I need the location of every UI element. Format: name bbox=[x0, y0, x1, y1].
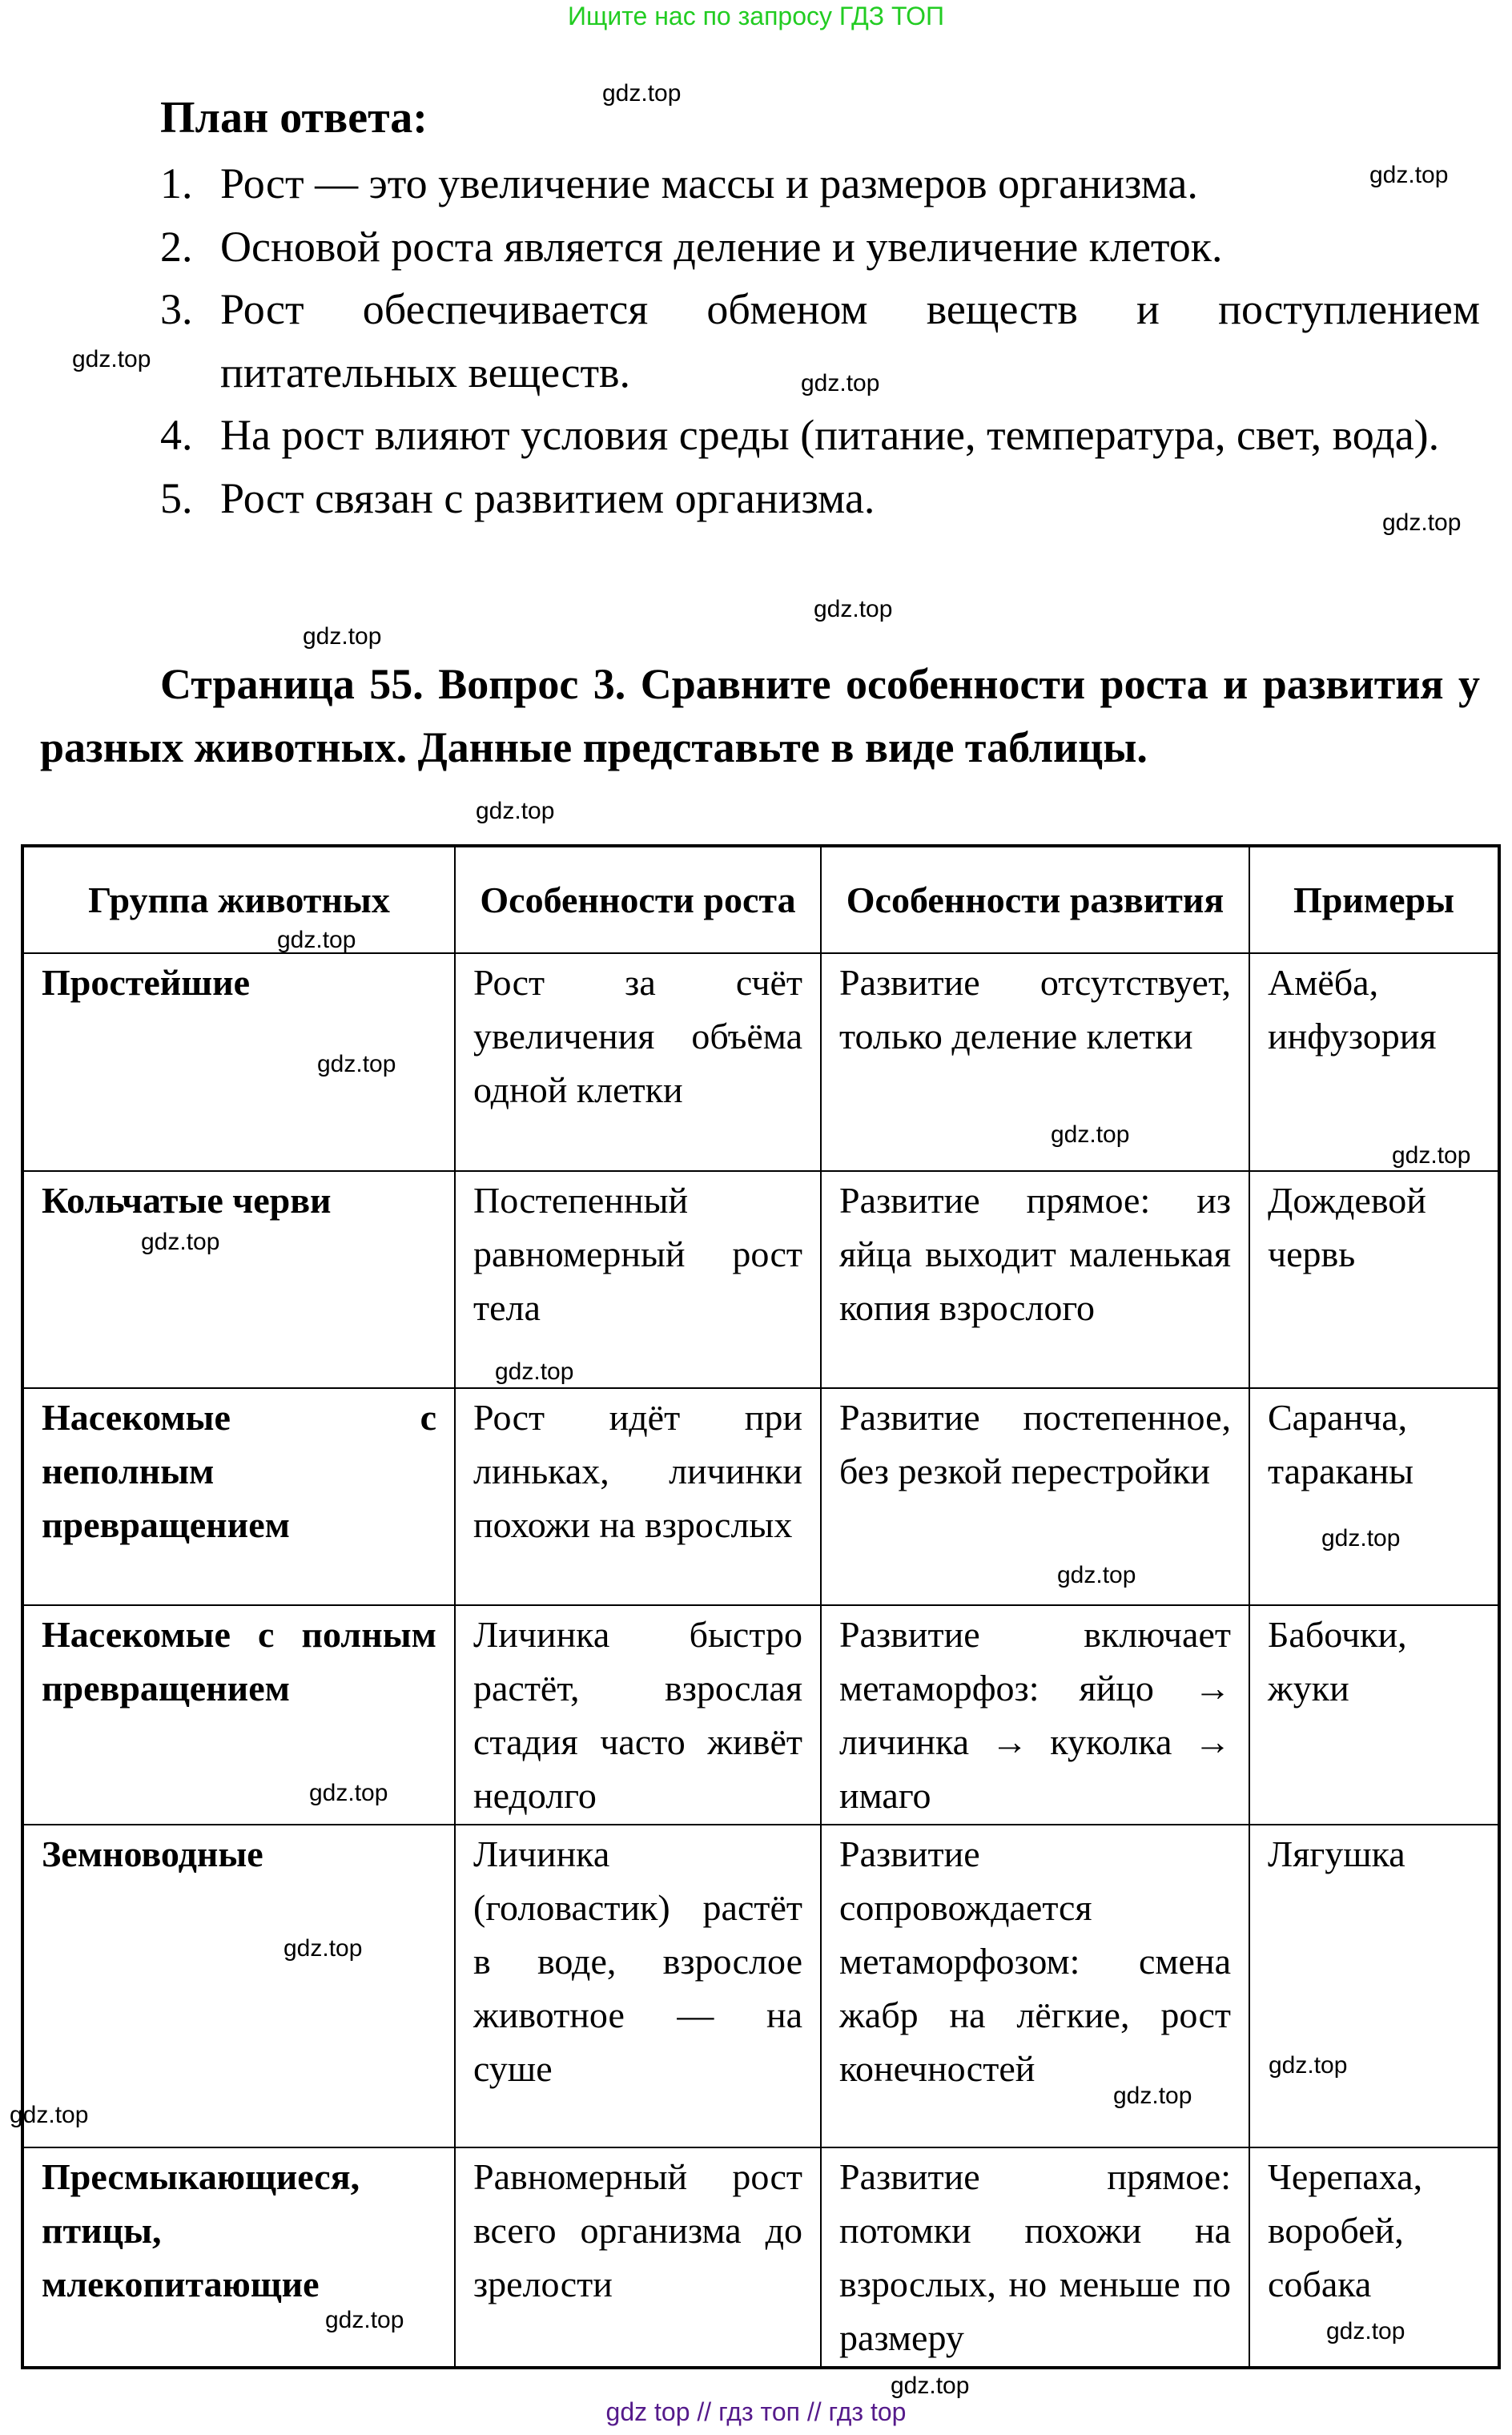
watermark: gdz.top bbox=[284, 1935, 363, 1962]
watermark: gdz.top bbox=[1369, 162, 1449, 188]
header-examples: Примеры bbox=[1249, 846, 1499, 953]
table-row bbox=[22, 1171, 1499, 1388]
plan-num: 5. bbox=[160, 473, 193, 522]
watermark: gdz.top bbox=[10, 2102, 89, 2128]
plan-text: Рост связан с развитием организма. bbox=[220, 473, 875, 522]
cell-examples: Лягушка bbox=[1249, 1825, 1499, 2147]
watermark: gdz.top bbox=[1051, 1121, 1130, 1148]
watermark: gdz.top bbox=[1382, 509, 1462, 536]
table-row bbox=[22, 1825, 1499, 2147]
plan-item bbox=[160, 404, 1480, 467]
cell-development: Развитие прямое: из яйца выходит маленькая копия взрослого bbox=[821, 1171, 1249, 1388]
cell-development: Развитие прямое: потомки похожи на взрослых, но меньше по размеру bbox=[821, 2147, 1249, 2368]
watermark: gdz.top bbox=[141, 1229, 220, 1255]
cell-growth: Рост идёт при линьках, личинки похожи на взрослых bbox=[455, 1388, 821, 1605]
watermark: gdz.top bbox=[814, 596, 893, 622]
header-group: Группа животных bbox=[22, 846, 455, 953]
cell-group: Насекомые с полным превращением bbox=[22, 1605, 455, 1825]
comparison-table bbox=[21, 844, 1501, 2369]
cell-examples: Саранча, тараканы bbox=[1249, 1388, 1499, 1605]
cell-development: Развитие отсутствует, только деление клетки bbox=[821, 953, 1249, 1171]
cell-examples: Дождевой червь bbox=[1249, 1171, 1499, 1388]
plan-num: 4. bbox=[160, 411, 193, 459]
plan-text: Основой роста является деление и увеличение клеток. bbox=[220, 222, 1223, 271]
cell-development: Развитие включает метаморфоз: яйцо → личинка → куколка → имаго bbox=[821, 1605, 1249, 1825]
watermark: gdz.top bbox=[72, 346, 151, 372]
watermark: gdz.top bbox=[303, 623, 382, 650]
table-row bbox=[22, 1388, 1499, 1605]
header-growth: Особенности роста bbox=[455, 846, 821, 953]
question-heading: Страница 55. Вопрос 3. Сравните особенности роста и развития у разных животных. Данные представьте в виде таблицы. bbox=[40, 660, 1480, 771]
cell-group: Кольчатые черви bbox=[22, 1171, 455, 1388]
cell-group: Пресмыкающиеся, птицы, млекопитающие bbox=[22, 2147, 455, 2368]
plan-title: План ответа: bbox=[160, 93, 428, 143]
plan-text: Рост — это увеличение массы и размеров организма. bbox=[220, 159, 1198, 207]
watermark: gdz.top bbox=[1113, 2083, 1192, 2109]
plan-num: 3. bbox=[160, 285, 193, 333]
table-row bbox=[22, 2147, 1499, 2368]
cell-group: Земноводные bbox=[22, 1825, 455, 2147]
cell-growth: Рост за счёт увеличения объёма одной клетки bbox=[455, 953, 821, 1171]
cell-growth: Равномерный рост всего организма до зрелости bbox=[455, 2147, 821, 2368]
plan-num: 2. bbox=[160, 222, 193, 271]
table-header-row bbox=[22, 846, 1499, 953]
cell-examples: Амёба, инфузория bbox=[1249, 953, 1499, 1171]
watermark: gdz.top bbox=[317, 1051, 396, 1077]
plan-item bbox=[160, 215, 1480, 279]
plan-text: Рост обеспечивается обменом веществ и поступлением питательных веществ. bbox=[220, 285, 1480, 396]
table-row bbox=[22, 953, 1499, 1171]
watermark: gdz.top bbox=[891, 2373, 970, 2399]
watermark: gdz.top bbox=[801, 370, 880, 396]
cell-group: Простейшие bbox=[22, 953, 455, 1171]
cell-group: Насекомые с неполным превращением bbox=[22, 1388, 455, 1605]
watermark: gdz.top bbox=[1392, 1142, 1471, 1169]
header-development: Особенности развития bbox=[821, 846, 1249, 953]
footer-links[interactable]: gdz top // гдз топ // гдз top bbox=[605, 2397, 907, 2426]
watermark: gdz.top bbox=[476, 798, 555, 824]
watermark: gdz.top bbox=[309, 1780, 388, 1806]
watermark: gdz.top bbox=[602, 80, 682, 107]
plan-num: 1. bbox=[160, 159, 193, 207]
watermark: gdz.top bbox=[495, 1358, 574, 1385]
plan-item bbox=[160, 152, 1480, 215]
cell-examples: Бабочки, жуки bbox=[1249, 1605, 1499, 1825]
watermark: gdz.top bbox=[277, 927, 356, 953]
plan-item bbox=[160, 467, 1480, 530]
watermark: gdz.top bbox=[1269, 2052, 1348, 2079]
cell-growth: Личинка быстро растёт, взрослая стадия часто живёт недолго bbox=[455, 1605, 821, 1825]
plan-list bbox=[160, 152, 1480, 529]
cell-development: Развитие постепенное, без резкой перестройки bbox=[821, 1388, 1249, 1605]
watermark: gdz.top bbox=[1326, 2318, 1405, 2344]
table-row bbox=[22, 1605, 1499, 1825]
watermark: gdz.top bbox=[1321, 1525, 1401, 1552]
watermark: gdz.top bbox=[1057, 1562, 1136, 1588]
cell-growth: Постепенный равномерный рост тела bbox=[455, 1171, 821, 1388]
cell-development: Развитие сопровождается метаморфозом: смена жабр на лёгкие, рост конечностей bbox=[821, 1825, 1249, 2147]
plan-text: На рост влияют условия среды (питание, температура, свет, вода). bbox=[220, 411, 1440, 459]
watermark: gdz.top bbox=[325, 2307, 404, 2333]
search-banner: Ищите нас по запросу ГДЗ ТОП bbox=[568, 2, 944, 30]
cell-growth: Личинка (головастик) растёт в воде, взрослое животное — на суше bbox=[455, 1825, 821, 2147]
cell-examples: Черепаха, воробей, собака bbox=[1249, 2147, 1499, 2368]
